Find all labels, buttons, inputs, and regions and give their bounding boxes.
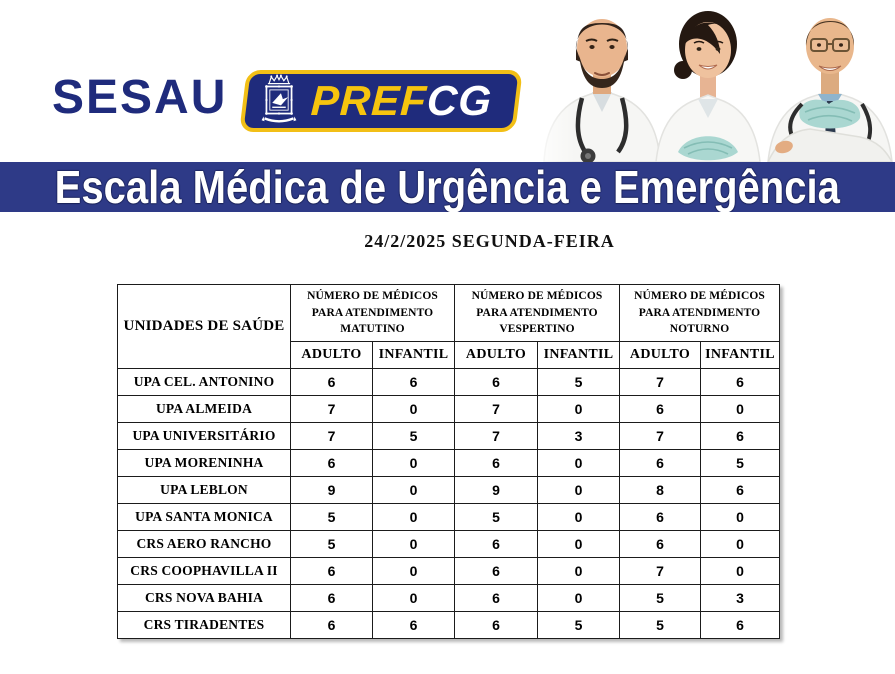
- value-cell: 0: [701, 558, 780, 585]
- value-cell: 0: [373, 450, 455, 477]
- schedule-table-head: [118, 285, 780, 369]
- unit-cell: UPA CEL. ANTONINO: [118, 369, 291, 396]
- table-row: [118, 504, 780, 531]
- group-header-row: [118, 285, 780, 342]
- value-cell: 0: [373, 477, 455, 504]
- value-cell: 0: [373, 558, 455, 585]
- value-cell: 6: [455, 531, 538, 558]
- value-cell: 6: [620, 450, 701, 477]
- value-cell: 6: [455, 450, 538, 477]
- value-cell: 0: [373, 396, 455, 423]
- unit-cell: CRS NOVA BAHIA: [118, 585, 291, 612]
- value-cell: 6: [455, 558, 538, 585]
- value-cell: 0: [701, 396, 780, 423]
- sub-header-infantil: INFANTIL: [701, 342, 780, 369]
- prefcg-logo-cg: CG: [425, 77, 494, 124]
- unit-cell: CRS TIRADENTES: [118, 612, 291, 639]
- sub-header-infantil: INFANTIL: [538, 342, 620, 369]
- value-cell: 0: [373, 504, 455, 531]
- value-cell: 5: [373, 423, 455, 450]
- value-cell: 6: [291, 369, 373, 396]
- sub-header-adulto: ADULTO: [291, 342, 373, 369]
- sub-header-adulto: ADULTO: [620, 342, 701, 369]
- table-row: [118, 585, 780, 612]
- title-banner: [0, 162, 895, 212]
- unit-column-header: UNIDADES DE SAÚDE: [118, 285, 291, 369]
- value-cell: 6: [373, 612, 455, 639]
- value-cell: 0: [538, 396, 620, 423]
- schedule-table-body: [118, 369, 780, 639]
- value-cell: 5: [291, 504, 373, 531]
- value-cell: 7: [455, 396, 538, 423]
- date-heading: 24/2/2025 SEGUNDA-FEIRA: [364, 231, 615, 251]
- group-header-matutino: NÚMERO DE MÉDICOS PARA ATENDIMENTO MATUTINO: [291, 285, 455, 342]
- table-row: [118, 450, 780, 477]
- schedule-table: [117, 284, 780, 639]
- value-cell: 6: [620, 396, 701, 423]
- unit-cell: UPA LEBLON: [118, 477, 291, 504]
- header: [0, 0, 895, 162]
- value-cell: 7: [620, 369, 701, 396]
- value-cell: 0: [373, 531, 455, 558]
- value-cell: 0: [701, 504, 780, 531]
- table-row: [118, 396, 780, 423]
- value-cell: 0: [538, 558, 620, 585]
- value-cell: 7: [620, 558, 701, 585]
- table-row: [118, 423, 780, 450]
- value-cell: 6: [701, 369, 780, 396]
- unit-cell: UPA ALMEIDA: [118, 396, 291, 423]
- campo-grande-crest-icon: [257, 73, 301, 129]
- value-cell: 3: [701, 585, 780, 612]
- value-cell: 0: [538, 450, 620, 477]
- value-cell: 5: [538, 369, 620, 396]
- value-cell: 6: [291, 585, 373, 612]
- value-cell: 0: [538, 531, 620, 558]
- value-cell: 5: [455, 504, 538, 531]
- value-cell: 9: [455, 477, 538, 504]
- group-header-noturno: NÚMERO DE MÉDICOS PARA ATENDIMENTO NOTURNO: [620, 285, 780, 342]
- value-cell: 6: [701, 477, 780, 504]
- doctors-photo: [530, 0, 895, 162]
- value-cell: 6: [455, 585, 538, 612]
- table-row: [118, 369, 780, 396]
- value-cell: 9: [291, 477, 373, 504]
- value-cell: 6: [291, 450, 373, 477]
- unit-cell: UPA SANTA MONICA: [118, 504, 291, 531]
- unit-cell: UPA MORENINHA: [118, 450, 291, 477]
- prefcg-logo-text: [309, 77, 494, 124]
- value-cell: 6: [291, 558, 373, 585]
- page-title: Escala Médica de Urgência e Emergência: [54, 162, 841, 212]
- sub-header-adulto: ADULTO: [455, 342, 538, 369]
- prefcg-logo-pref: PREF: [309, 77, 429, 124]
- group-header-vespertino: NÚMERO DE MÉDICOS PARA ATENDIMENTO VESPERTINO: [455, 285, 620, 342]
- sub-header-infantil: INFANTIL: [373, 342, 455, 369]
- value-cell: 7: [620, 423, 701, 450]
- value-cell: 5: [291, 531, 373, 558]
- sesau-logo: SESAU: [52, 71, 228, 124]
- value-cell: 7: [455, 423, 538, 450]
- value-cell: 8: [620, 477, 701, 504]
- value-cell: 5: [538, 612, 620, 639]
- table-row: [118, 612, 780, 639]
- value-cell: 6: [455, 369, 538, 396]
- value-cell: 7: [291, 423, 373, 450]
- value-cell: 6: [701, 612, 780, 639]
- value-cell: 6: [701, 423, 780, 450]
- value-cell: 6: [620, 504, 701, 531]
- value-cell: 0: [538, 477, 620, 504]
- value-cell: 6: [291, 612, 373, 639]
- value-cell: 5: [701, 450, 780, 477]
- table-row: [118, 558, 780, 585]
- value-cell: 3: [538, 423, 620, 450]
- value-cell: 5: [620, 585, 701, 612]
- value-cell: 0: [538, 585, 620, 612]
- value-cell: 0: [701, 531, 780, 558]
- table-row: [118, 531, 780, 558]
- prefcg-badge-content: [243, 70, 519, 132]
- value-cell: 6: [455, 612, 538, 639]
- value-cell: 0: [373, 585, 455, 612]
- table-row: [118, 477, 780, 504]
- value-cell: 5: [620, 612, 701, 639]
- unit-cell: UPA UNIVERSITÁRIO: [118, 423, 291, 450]
- unit-cell: CRS COOPHAVILLA II: [118, 558, 291, 585]
- value-cell: 6: [373, 369, 455, 396]
- unit-cell: CRS AERO RANCHO: [118, 531, 291, 558]
- value-cell: 7: [291, 396, 373, 423]
- value-cell: 6: [620, 531, 701, 558]
- value-cell: 0: [538, 504, 620, 531]
